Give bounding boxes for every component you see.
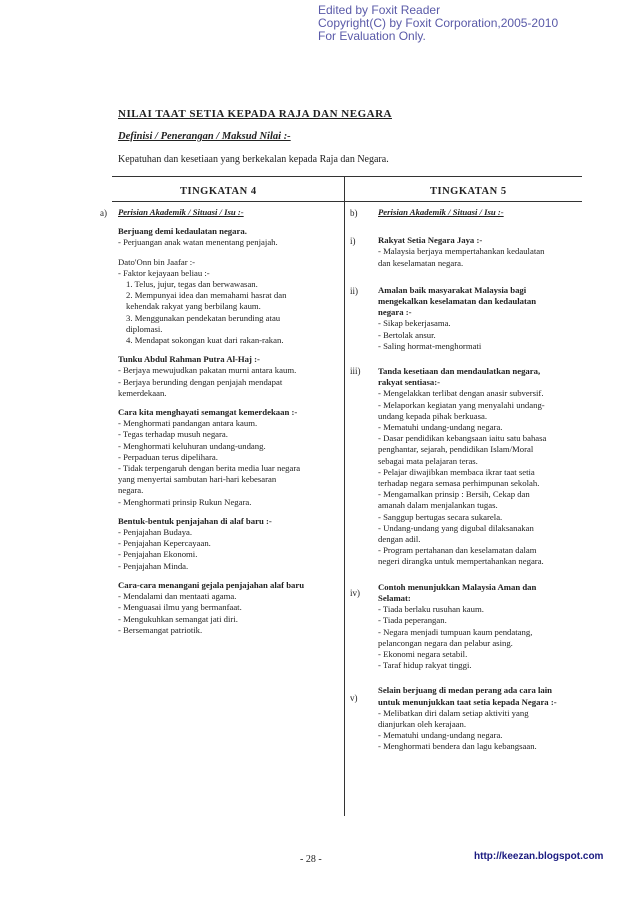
left-line: 1. Telus, jujur, tegas dan berwawasan. (126, 279, 258, 290)
left-line: Tunku Abdul Rahman Putra Al-Haj :- (118, 354, 260, 365)
blog-link[interactable]: http://keezan.blogspot.com (474, 851, 604, 862)
left-line: - Menghormati keluhuran undang-undang. (118, 440, 266, 451)
right-line: - Taraf hidup rakyat tinggi. (378, 660, 472, 671)
left-line: 2. Mempunyai idea dan memahami hasrat dan (126, 290, 287, 301)
right-line: - Malaysia berjaya mempertahankan kedaulatan (378, 246, 545, 257)
definition-text: Kepatuhan dan kesetiaan yang berkekalan kepada Raja dan Negara. (118, 154, 389, 165)
left-line: diplomasi. (126, 323, 163, 334)
left-line: kemerdekaan. (118, 387, 167, 398)
left-line: yang menyertai sambutan hari-hari kebesaran (118, 474, 277, 485)
left-line: - Tegas terhadap musuh negara. (118, 429, 228, 440)
watermark-line-1: Edited by Foxit Reader (318, 3, 441, 17)
left-line: - Berjaya berunding dengan penjajah mendapat (118, 376, 283, 387)
right-line: - Mematuhi undang-undang negara. (378, 730, 503, 741)
left-line: - Berjaya mewujudkan pakatan murni antara kaum. (118, 365, 297, 376)
right-line: - Pelajar diwajibkan membaca ikrar taat setia (378, 466, 535, 477)
right-label-v: v) (350, 693, 358, 703)
table-header-rule (112, 201, 582, 202)
left-line: - Penjajahan Minda. (118, 560, 189, 571)
right-line: - Menghormati bendera dan lagu kebangsaan. (378, 741, 537, 752)
left-line: Berjuang demi kedaulatan negara. (118, 226, 247, 237)
right-line: dan keselamatan negara. (378, 257, 464, 268)
right-line: sebagai mata pelajaran teras. (378, 455, 478, 466)
right-line: terhadap negara semasa perhimpunan sekolah. (378, 478, 540, 489)
right-line: Rakyat Setia Negara Jaya :- (378, 235, 483, 246)
right-line: Amalan baik masyarakat Malaysia bagi (378, 284, 527, 295)
right-line: - Ekonomi negara setabil. (378, 648, 468, 659)
right-line: - Sanggup bertugas secara sukarela. (378, 511, 503, 522)
right-label-i: i) (350, 236, 356, 246)
watermark-line-2: Copyright(C) by Foxit Corporation,2005-2010 (318, 16, 559, 30)
page-number: - 28 - (300, 854, 322, 865)
right-line: negeri dirangka untuk mempertahankan negara. (378, 556, 544, 567)
right-line: mengekalkan keselamatan dan kedaulatan (378, 296, 537, 307)
right-label-iii: iii) (350, 366, 361, 376)
right-line: - Undang-undang yang digubal dilaksanakan (378, 522, 534, 533)
right-line: rakyat sentiasa:- (378, 377, 441, 388)
foxit-watermark (318, 4, 558, 43)
right-line: Selain berjuang di medan perang ada cara lain (378, 685, 553, 696)
left-line: - Mendalami dan mentaati agama. (118, 591, 237, 602)
left-line: - Bersemangat patriotik. (118, 624, 203, 635)
document-title: NILAI TAAT SETIA KEPADA RAJA DAN NEGARA (118, 108, 392, 120)
right-line: - Saling hormat-menghormati (378, 340, 482, 351)
right-line: - Mematuhi undang-undang negara. (378, 422, 503, 433)
right-line: Selamat: (378, 592, 411, 603)
right-line: dianjurkan oleh kerajaan. (378, 718, 467, 729)
table-top-rule (112, 176, 582, 177)
left-line: negara. (118, 485, 144, 496)
left-line: - Perjuangan anak watan menentang penjajah. (118, 237, 278, 248)
left-line: Cara kita menghayati semangat kemerdekaan :- (118, 407, 298, 418)
right-line: penghantar, sejarah, pendidikan Islam/Moral (378, 444, 534, 455)
right-line: - Sikap bekerjasama. (378, 318, 451, 329)
left-line: 4. Mendapat sokongan kuat dari rakan-rakan. (126, 335, 284, 346)
watermark-line-3: For Evaluation Only. (318, 29, 426, 43)
right-line: - Tiada berlaku rusuhan kaum. (378, 604, 484, 615)
right-column-heading: TINGKATAN 5 (430, 186, 507, 197)
right-line: - Melaporkan kegiatan yang menyalahi undang- (378, 399, 545, 410)
left-line: Cara-cara menangani gejala penjajahan alaf baru (118, 579, 305, 590)
left-line: - Menghormati prinsip Rukun Negara. (118, 496, 252, 507)
right-line: Contoh menunjukkan Malaysia Aman dan (378, 581, 537, 592)
right-line: - Bertolak ansur. (378, 329, 436, 340)
left-label-a: a) (100, 208, 107, 218)
right-line: - Negara menjadi tumpuan kaum pendatang, (378, 626, 533, 637)
left-line: 3. Menggunakan pendekatan berunding atau (126, 312, 281, 323)
left-column (118, 207, 340, 636)
right-line: amanah dalam menjalankan tugas. (378, 500, 498, 511)
right-line: untuk menunjukkan taat setia kepada Negara :- (378, 696, 557, 707)
definition-heading: Definisi / Penerangan / Maksud Nilai :- (118, 131, 291, 142)
left-line: - Mengukuhkan semangat jati diri. (118, 613, 238, 624)
right-line: pelancongan negara dan pelabur asing. (378, 637, 513, 648)
right-label-iv: iv) (350, 588, 360, 598)
right-column (378, 207, 588, 753)
left-line: Bentuk-bentuk penjajahan di alaf baru :- (118, 515, 272, 526)
right-heading-b: Perisian Akademik / Situasi / Isu :- (378, 207, 504, 217)
right-line: dengan adil. (378, 534, 421, 545)
right-line: - Mengelakkan terlibat dengan anasir subversif. (378, 388, 544, 399)
left-line: - Penjajahan Kepercayaan. (118, 538, 211, 549)
right-line: - Program pertahanan dan keselamatan dalam (378, 545, 537, 556)
right-line: - Mengamalkan prinsip : Bersih, Cekap dan (378, 489, 530, 500)
left-line: - Faktor kejayaan beliau :- (118, 267, 210, 278)
left-line: - Penjajahan Budaya. (118, 527, 193, 538)
left-line: Perisian Akademik / Situasi / Isu :- (118, 207, 244, 217)
left-line: kehendak rakyat yang berbilang kaum. (126, 301, 261, 312)
left-line: - Tidak terpengaruh dengan berita media luar negara (118, 463, 301, 474)
right-line: - Melibatkan diri dalam setiap aktiviti yang (378, 707, 529, 718)
right-line: undang kepada pihak berkuasa. (378, 410, 488, 421)
left-line: - Menguasai ilmu yang bermanfaat. (118, 602, 242, 613)
table-column-divider (344, 176, 345, 816)
right-label-ii: ii) (350, 286, 358, 296)
left-line: Dato'Onn bin Jaafar :- (118, 256, 196, 267)
right-label-b: b) (350, 208, 358, 218)
right-line: - Dasar pendidikan kebangsaan iaitu satu bahasa (378, 433, 547, 444)
right-line: - Tiada peperangan. (378, 615, 447, 626)
left-line: - Penjajahan Ekonomi. (118, 549, 198, 560)
left-line: - Perpaduan terus dipelihara. (118, 451, 218, 462)
left-column-heading: TINGKATAN 4 (180, 186, 257, 197)
left-line: - Menghormati pandangan antara kaum. (118, 418, 258, 429)
right-line: negara :- (378, 307, 412, 318)
right-line: Tanda kesetiaan dan mendaulatkan negara, (378, 366, 541, 377)
